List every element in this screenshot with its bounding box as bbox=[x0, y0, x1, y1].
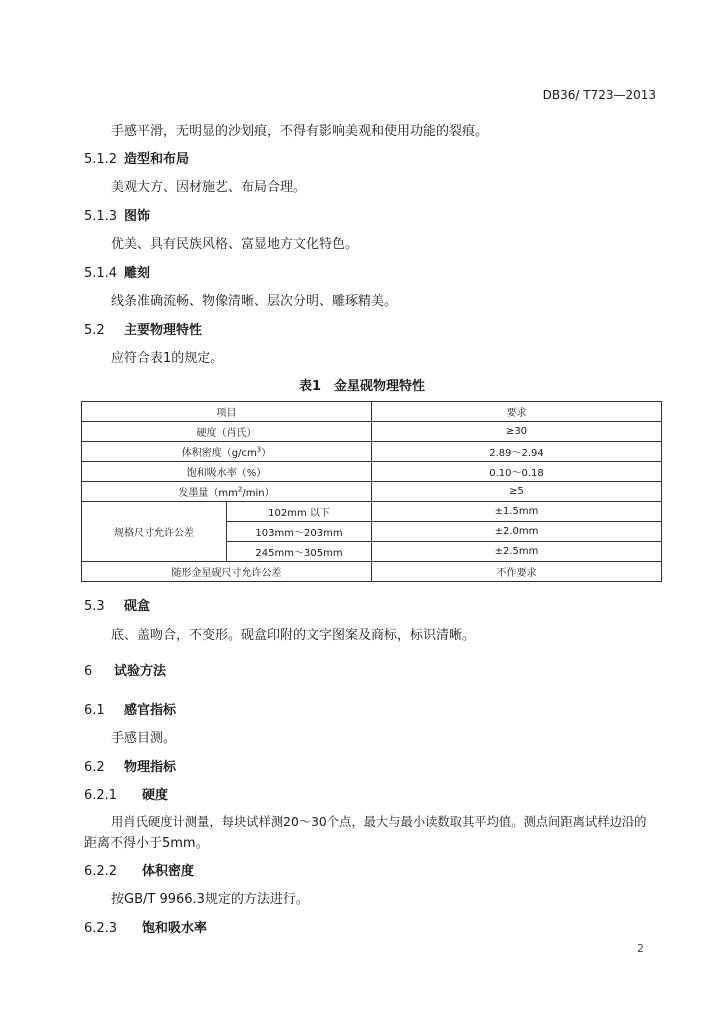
heading-title: 雕刻 bbox=[124, 266, 151, 281]
cell-requirement: ±2.0mm bbox=[372, 522, 662, 542]
paragraph-decoration: 优美、具有民族风格、富显地方文化特色。 bbox=[111, 237, 359, 252]
table-row bbox=[82, 462, 662, 482]
cell-item bbox=[82, 482, 372, 502]
cell-requirement: ±1.5mm bbox=[372, 502, 662, 522]
heading-5-1-2 bbox=[84, 148, 189, 167]
heading-number: 6.2.3 bbox=[84, 921, 118, 936]
ink-label: 发墨量（mm bbox=[178, 488, 238, 499]
heading-number: 5.2 bbox=[84, 323, 105, 338]
cell-item: 随形金星砚尺寸允许公差 bbox=[82, 562, 372, 582]
paragraph-density-method: 按GB/T 9966.3规定的方法进行。 bbox=[111, 892, 309, 907]
heading-title: 主要物理特性 bbox=[124, 323, 203, 338]
heading-6 bbox=[84, 660, 166, 679]
heading-title: 饱和吸水率 bbox=[142, 921, 208, 936]
cell-item: 硬度（肖氏） bbox=[82, 422, 372, 442]
cell-size: 245mm～305mm bbox=[227, 542, 372, 562]
heading-title: 造型和布局 bbox=[124, 152, 190, 167]
heading-number: 6 bbox=[84, 664, 93, 679]
cell-requirement: 0.10～0.18 bbox=[372, 462, 662, 482]
heading-5-2 bbox=[84, 319, 202, 338]
heading-6-1 bbox=[84, 699, 176, 718]
paragraph-hardness-line-1: 用肖氏硬度计测量，每块试样测20～30个点，最大与最小读数取其平均值。测点间距离试样边沿的 bbox=[111, 815, 647, 829]
cell-item: 饱和吸水率（%） bbox=[82, 462, 372, 482]
table-row bbox=[82, 562, 662, 582]
heading-5-3 bbox=[84, 595, 150, 614]
cell-requirement: ≥5 bbox=[372, 482, 662, 502]
table-row bbox=[82, 442, 662, 462]
cell-item bbox=[82, 442, 372, 462]
physical-properties-table bbox=[81, 401, 662, 582]
cell-requirement: ≥30 bbox=[372, 422, 662, 442]
table-caption: 表1 金星砚物理特性 bbox=[298, 379, 426, 394]
cell-requirement: ±2.5mm bbox=[372, 542, 662, 562]
heading-6-2 bbox=[84, 756, 176, 775]
heading-number: 5.1.3 bbox=[84, 209, 118, 224]
heading-5-1-4 bbox=[84, 262, 150, 281]
table-row bbox=[82, 502, 662, 522]
heading-title: 感官指标 bbox=[124, 703, 177, 718]
ink-label-end: /min） bbox=[242, 488, 275, 499]
header-item: 项目 bbox=[82, 402, 372, 422]
table-row bbox=[82, 422, 662, 442]
density-label: 体积密度（g/cm bbox=[181, 448, 257, 459]
paragraph-sensory: 手感目测。 bbox=[111, 731, 177, 746]
paragraph-shape-layout: 美观大方、因材施艺、布局合理。 bbox=[111, 180, 307, 195]
heading-6-2-2 bbox=[84, 860, 194, 879]
document-code: DB36/ T723—2013 bbox=[542, 88, 656, 102]
header-requirement: 要求 bbox=[372, 402, 662, 422]
heading-5-1-3 bbox=[84, 205, 150, 224]
cell-tolerance-label: 规格尺寸允许公差 bbox=[82, 502, 227, 562]
heading-title: 砚盒 bbox=[124, 599, 151, 614]
density-label-end: ） bbox=[261, 448, 272, 459]
superscript: 2 bbox=[237, 485, 243, 494]
cell-requirement: 不作要求 bbox=[372, 562, 662, 582]
heading-title: 图饰 bbox=[124, 209, 151, 224]
page-number: 2 bbox=[637, 942, 644, 955]
cell-requirement: 2.89～2.94 bbox=[372, 442, 662, 462]
heading-number: 6.2.1 bbox=[84, 788, 118, 803]
heading-title: 硬度 bbox=[142, 788, 169, 803]
paragraph-box: 底、盖吻合，不变形。砚盒印附的文字图案及商标，标识清晰。 bbox=[111, 628, 476, 643]
paragraph-surface: 手感平滑，无明显的沙划痕，不得有影响美观和使用功能的裂痕。 bbox=[111, 124, 489, 139]
heading-number: 5.1.4 bbox=[84, 266, 118, 281]
heading-6-2-3 bbox=[84, 917, 207, 936]
cell-size: 102mm 以下 bbox=[227, 502, 372, 522]
heading-title: 体积密度 bbox=[142, 864, 195, 879]
table-row bbox=[82, 482, 662, 502]
paragraph-carving: 线条准确流畅、物像清晰、层次分明、雕琢精美。 bbox=[111, 294, 398, 309]
cell-size: 103mm～203mm bbox=[227, 522, 372, 542]
heading-6-2-1 bbox=[84, 784, 168, 803]
heading-number: 5.1.2 bbox=[84, 152, 118, 167]
heading-number: 5.3 bbox=[84, 599, 105, 614]
heading-title: 试验方法 bbox=[114, 664, 167, 679]
paragraph-hardness-line-2: 距离不得小于5mm。 bbox=[84, 836, 209, 851]
paragraph-table-ref: 应符合表1的规定。 bbox=[111, 351, 224, 366]
heading-number: 6.2.2 bbox=[84, 864, 118, 879]
table-header-row bbox=[82, 402, 662, 422]
heading-number: 6.2 bbox=[84, 760, 105, 775]
heading-title: 物理指标 bbox=[124, 760, 177, 775]
heading-number: 6.1 bbox=[84, 703, 105, 718]
superscript: 3 bbox=[256, 445, 262, 454]
